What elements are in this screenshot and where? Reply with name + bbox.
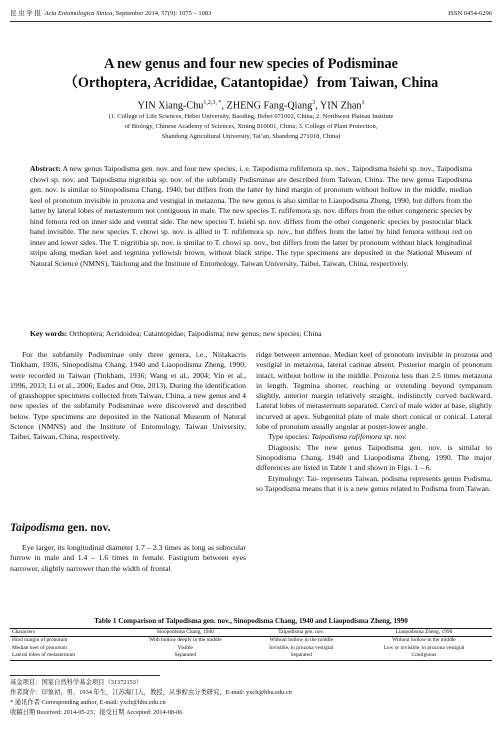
table-header-row <box>10 629 492 637</box>
section-suffix: gen. nov. <box>64 522 111 534</box>
header-rule <box>10 21 492 22</box>
journal-citation <box>10 10 213 18</box>
table-cell: Separated <box>247 652 356 660</box>
title-line-1: A new genus and four new species of Podisminae <box>104 56 398 72</box>
table-cell: Separated <box>124 652 247 660</box>
paper-title <box>10 55 492 93</box>
type-species-paragraph <box>256 432 492 442</box>
table-header-cell: Liaopodisma Zheng, 1990 <box>356 629 492 637</box>
table-cell: Median keel of pronotum <box>12 644 67 651</box>
table-caption: Table 1 Comparison of Taipodisma gen. nov., Sinopodisma Chang, 1940 and Liaopodisma Zheng, 1990 <box>94 617 408 625</box>
table-row <box>10 652 492 660</box>
abstract-label: Abstract: <box>30 164 61 173</box>
table-cell: Invisible, in prozona vestigial <box>269 644 334 651</box>
footnote-rule <box>10 675 160 676</box>
author-list: YIN Xiang-Chu$^{1,2,3, *}$, ZHENG Fang-Qiang$^3$, YIN Zhan$^1$ <box>137 100 365 112</box>
author-3: YIN Zhan <box>319 100 362 112</box>
table-cell: With hollow deeply in the middle <box>149 637 222 644</box>
abstract-text: A new genus Taipodisma gen. nov. and four new species, i. e. Taipodisma rufifemora sp. nov., Taipodisma hsiehi sp. nov., Taipodisma chowi sp. nov. and Taipodisma nigritibia sp. nov. of the subfamily Podisminae are described from Taiwan, China. The new genus Taipodisma gen. nov. is similar to Sinopodisma Chang, 1940, but differs from the latter by hind margin of pronotum without hollow in the middle, median keel of pronotum invisible in prozona and vestigial in metazona. The new genus is also similar to Liaopodisma Zheng, 1990, but differs from the latter by lateral lobes of metasternum not contiguous in male. The new species T. rufifemora sp. nov. differs from the other congeneric species by hind femora red on inner side and ventral side. The new species T. hsiehi sp. nov. differs from the other congeneric species by postocular black band invisible. The new species T. chowi sp. nov. is allied to T. rufifemora sp. nov., but differs from the latter by hind femora without red on inner and lower sides. The T. nigritibia sp. nov. is similar to T. chowi sp. nov., but differs from the latter by pronotum without black longitudinal stripe along median keel and tegmina yellowish brown, without black stripe. The type specimens are deposited in the National Museum of Natural Science (NMNS), Taichung and the Institute of Entomology, Taiwan University, Taibei, Taiwan, China, respectively. <box>30 164 472 268</box>
running-head <box>10 10 492 18</box>
table-cell: Visible <box>177 644 193 651</box>
body-column-right <box>256 350 492 494</box>
author-1-affil: 1,2,3, * <box>203 100 222 106</box>
affiliation-line: Shandong Agricultural University, Tai’an, Shandong 271018, China) <box>161 133 341 140</box>
received-dates-note: 收稿日期 Received: 2014-05-23；接受日期 Accepted: 2014-08-06 <box>10 709 183 716</box>
keywords-label: Key words: <box>30 329 68 338</box>
author-3-affil: 1 <box>361 100 365 106</box>
intro-paragraph: For the subfamily Podisminae only three genera, i.e., Niitakacris Tinkham, 1936, Sinopodisma Chang, 1940 and Liaopodisma Zheng, 1990, were recorded in Taiwan (Tinkham, 1936; Wang et al., 2004; Yin et al., 1996, 2013; Li et al., 2006; Eades and Otte, 2013). During the identification of grasshopper specimens collected from Taiwan, China, a new genus and 4 new species of the subfamily Podisminae were discovered and described below. Type specimens are deposited in the National Museum of Natural Science (NMNS) and the Institute of Entomology, Taiwan University, Taibei, Taiwan, China, respectively. <box>10 350 246 442</box>
table-row <box>10 637 492 645</box>
section-heading <box>10 522 111 534</box>
table-header-cell: Taipodisma gen. nov. <box>247 629 356 637</box>
type-species-name: Taipodisma rufifemora sp. nov. <box>311 432 407 442</box>
table-row <box>10 645 492 652</box>
author-2-affil: 3 <box>312 100 316 106</box>
table-cell: Hind margin of pronotum <box>12 637 68 644</box>
table-cell: Without hollow in the middle <box>269 637 333 644</box>
description-continued: ridge between antennae. Median keel of pronotum invisible in prozona and vestigial in metazona, lateral carinae absent. Posterior margin of pronotum intact, without hollow in the middle. Prozona less than 2.5 times metazona in length. Tegmina shorter, reaching or extending beyond tympanum slightly, anterior margin relatively straight, indistinctly curved backward. Lateral lobes of metasternum separated. Cerci of male wider at base, slightly incurved at apex. Subgenital plate of male short conical or conical. Lateral lobe of pronotum usually angular at poster-lower angle. <box>256 350 492 432</box>
title-line-2: （Orthoptera, Acrididae, Catantopidae）from Taiwan, China <box>63 75 439 91</box>
footnotes <box>10 678 492 718</box>
diagnosis-paragraph: Diagnosis: The new genus Taipodisma gen. nov. is similar to Sinopodisma Chang, 1940 and Liaopodisma Zheng, 1990. The major differences are listed in Table 1 and shown in Figs. 1 – 6. <box>256 442 492 473</box>
journal-name-en: Acta Entomologica Sinica <box>44 10 113 17</box>
issn: ISSN 0454-6296 <box>448 10 492 17</box>
comparison-table <box>10 628 492 661</box>
body-column-left-lower <box>10 543 246 574</box>
body-column-left <box>10 350 246 443</box>
affiliation-line: (1. College of Life Sciences, Hebei University, Baoding, Hebei 071002, China; 2. Northwest Plateau Institute <box>108 113 394 120</box>
table-cell: Without hollow in the middle <box>392 637 456 644</box>
author-bio-note: 作者简介：印象初，男，1934 年生，江苏海门人，教授，从事蝗虫分类研究，E-mail: yxch@hbu.edu.cn <box>10 689 292 696</box>
affiliations <box>20 112 482 142</box>
keywords <box>30 329 472 339</box>
etymology-paragraph: Etymology: Tai- represents Taiwan, podisma represents genus Podisma, so Taipodisma means that it is a new genus related to Podisma from Taiwan. <box>256 473 492 493</box>
table-cell: Contiguous <box>356 652 492 660</box>
affiliation-line: of Biology, Chinese Academy of Sciences, Xining 810001, China; 3. College of Plant Protection, <box>124 123 378 130</box>
table-header-cell: Sinopodisma Chang, 1940 <box>124 629 247 637</box>
funding-note: 基金项目：国家自然科学基金项目（31372153） <box>10 679 143 686</box>
table-header-cell: Characters <box>10 629 124 637</box>
table-cell: Low or invisible, in prozona vestigial <box>383 644 465 651</box>
description-paragraph: Eye larger, its longitudinal diameter 1.7 – 2.3 times as long as subocular furrow in male and 1.4 – 1.6 times in female. Fastigium between eyes narrower, slightly narrower than the width of frontal <box>10 543 246 573</box>
section-genus-name: Taipodisma <box>10 522 65 534</box>
keywords-text: Orthoptera; Acridoidea; Catantopidae; Taipodisma; new genus; new species; China <box>69 329 322 338</box>
issue-info: , September 2014, 57(9): 1075 – 1083 <box>112 10 212 17</box>
corresponding-author-note: * 通讯作者 Corresponding author, E-mail: yxch@hbu.edu.cn <box>10 699 166 706</box>
type-species-label: Type species: <box>268 432 310 442</box>
abstract <box>30 164 472 269</box>
author-2: ZHENG Fang-Qiang <box>226 100 313 112</box>
table-cell: Lateral lobes of metasternum <box>10 652 124 660</box>
author-1: YIN Xiang-Chu <box>137 100 204 112</box>
journal-name-cn: 昆 虫 学 报 <box>10 10 41 17</box>
